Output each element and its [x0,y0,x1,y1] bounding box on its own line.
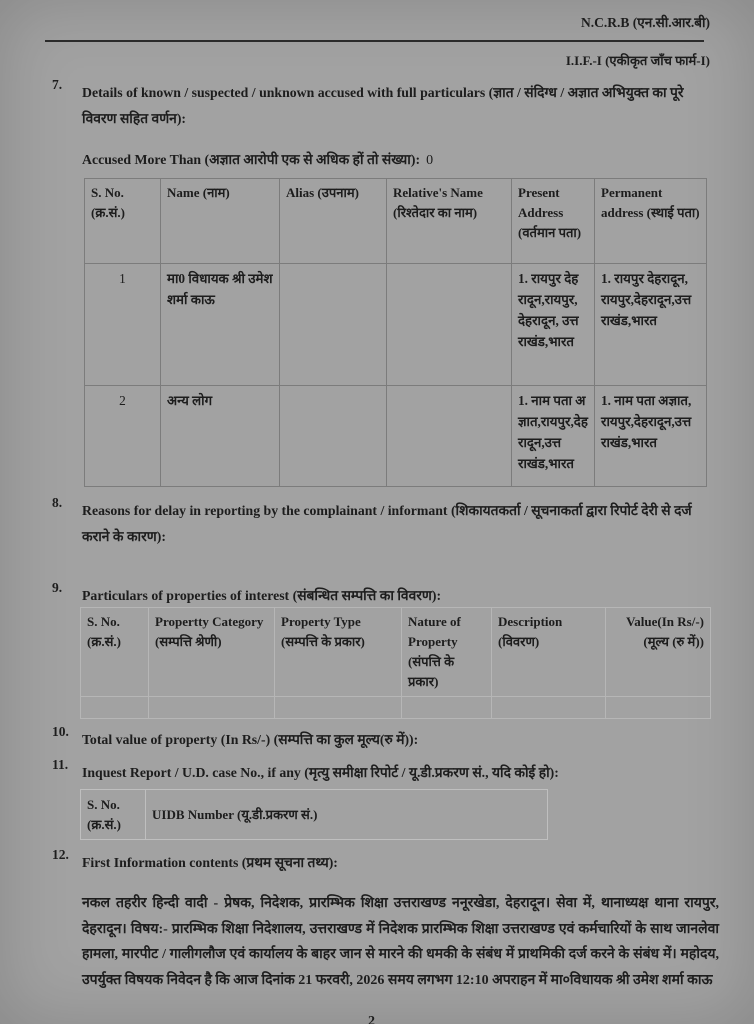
col-header-alias: Alias (उपनाम) [280,179,387,264]
col-header-present-address: Present Address (वर्तमान पता) [512,179,595,264]
item-9-title: Particulars of properties of interest (संबन्धित सम्पत्ति का विवरण): [82,588,442,603]
first-information-contents-text: नकल तहरीर हिन्दी वादी - प्रेषक, निदेशक, प्रारम्भिक शिक्षा उत्तराखण्ड ननूरखेडा, देहरादून। सेवा में, थानाध्यक्ष थाना रायपुर, देहरादून। विषय:- प्रारम्भिक शिक्षा निदेशालय, उत्तराखण्ड में निदेशक प्रारम्भिक शिक्षा उत्तराखण्ड एवं कर्मचारियों के साथ जानलेवा हामला, मारपीट / गालीगलौज एवं कार्यालय के बाहर जान से मारने की धमकी के संबंध में प्राथमिकी दर्ज करने के संबंध में। महोदय, उपर्युक्त विषयक निवेदन है कि आज दिनांक 21 फरवरी, 2026 समय लगभग 12:10 अपराहन में मा०विधायक श्री उमेश शर्मा काऊ [82,896,719,988]
item-10-number: 10. [52,724,69,739]
cell-empty [149,697,275,719]
item-8-title: Reasons for delay in reporting by the complainant / informant (शिकायतकर्ता / सूचनाकर्ता द्वारा रिपोर्ट देरी से दर्ज कराने के कारण): [82,503,692,544]
col-header-name: Name (नाम) [161,179,280,264]
item-7-number: 7. [52,77,63,92]
col-header-sno: S. No. (क्र.सं.) [81,790,146,840]
cell-empty [402,697,492,719]
ncrb-header: N.C.R.B (एन.सी.आर.बी) [581,15,710,30]
uidb-table [80,789,548,840]
cell-alias [280,264,387,386]
cell-permanent-address: 1. रायपुर देहरादून,रायपुर,देहरादून,उत्तराखंड,भारत [595,264,707,386]
cell-sno: 1 [85,264,161,386]
header-rule [45,40,704,42]
cell-empty [81,697,149,719]
item-9-number: 9. [52,580,63,595]
col-header-uidb-number: UIDB Number (यू.डी.प्रकरण सं.) [146,790,548,840]
accused-table [84,178,707,487]
form-title: I.I.F.-I (एकीकृत जाँच फार्म-I) [565,53,710,68]
item-12-number: 12. [52,847,69,862]
cell-name: अन्य लोग [161,386,280,487]
item-8 [52,495,718,550]
uidb-table-header-row [81,790,548,840]
col-header-value: Value(In Rs/-) (मूल्य (रु में)) [606,608,711,697]
cell-empty [492,697,606,719]
cell-empty [606,697,711,719]
item-11 [52,757,718,786]
item-10-title: Total value of property (In Rs/-) (सम्पत्ति का कुल मूल्य(रु में)): [82,732,419,747]
col-header-property-category: Propertty Category (सम्पत्ति श्रेणी) [149,608,275,697]
item-7 [52,77,718,132]
cell-alias [280,386,387,487]
cell-present-address: 1. नाम पता अज्ञात,रायपुर,देहरादून,उत्तराखंड,भारत [512,386,595,487]
item-9 [52,580,718,609]
cell-name: मा0 विधायक श्री उमेश शर्मा काऊ [161,264,280,386]
item-12 [52,847,718,876]
col-header-relative: Relative's Name (रिश्तेदार का नाम) [387,179,512,264]
col-header-permanent-address: Permanent address (स्थाई पता) [595,179,707,264]
cell-relative [387,264,512,386]
properties-empty-row [81,697,711,719]
item-11-number: 11. [52,757,69,772]
col-header-nature-of-property: Nature of Property (संपत्ति के प्रकार) [402,608,492,697]
cell-permanent-address: 1. नाम पता अज्ञात,रायपुर,देहरादून,उत्तराखंड,भारत [595,386,707,487]
properties-table [80,607,711,719]
cell-present-address: 1. रायपुर देहरादून,रायपुर,देहरादून, उत्तराखंड,भारत [512,264,595,386]
cell-empty [275,697,402,719]
item-7-title: Details of known / suspected / unknown accused with full particulars (ज्ञात / संदिग्ध / अज्ञात अभियुक्त का पूरे विवरण सहित वर्णन): [82,85,684,126]
item-11-title: Inquest Report / U.D. case No., if any (मृत्यु समीक्षा रिपोर्ट / यू.डी.प्रकरण सं., यदि कोई हो): [82,765,559,780]
col-header-sno: S. No. (क्र.सं.) [85,179,161,264]
accused-more-than-label: Accused More Than (अज्ञात आरोपी एक से अधिक हों तो संख्या): [82,152,421,167]
page-number: 2 [368,1014,375,1024]
accused-more-than-value: 0 [426,153,434,168]
accused-row-2 [85,386,707,487]
col-header-description: Description (विवरण) [492,608,606,697]
properties-table-header-row [81,608,711,697]
item-12-title: First Information contents (प्रथम सूचना तथ्य): [82,855,338,870]
accused-table-header-row [85,179,707,264]
cell-relative [387,386,512,487]
cell-sno: 2 [85,386,161,487]
accused-more-than [82,150,433,169]
item-8-number: 8. [52,495,63,510]
col-header-sno: S. No. (क्र.सं.) [81,608,149,697]
item-10 [52,724,718,753]
accused-row-1 [85,264,707,386]
col-header-property-type: Property Type (सम्पत्ति के प्रकार) [275,608,402,697]
